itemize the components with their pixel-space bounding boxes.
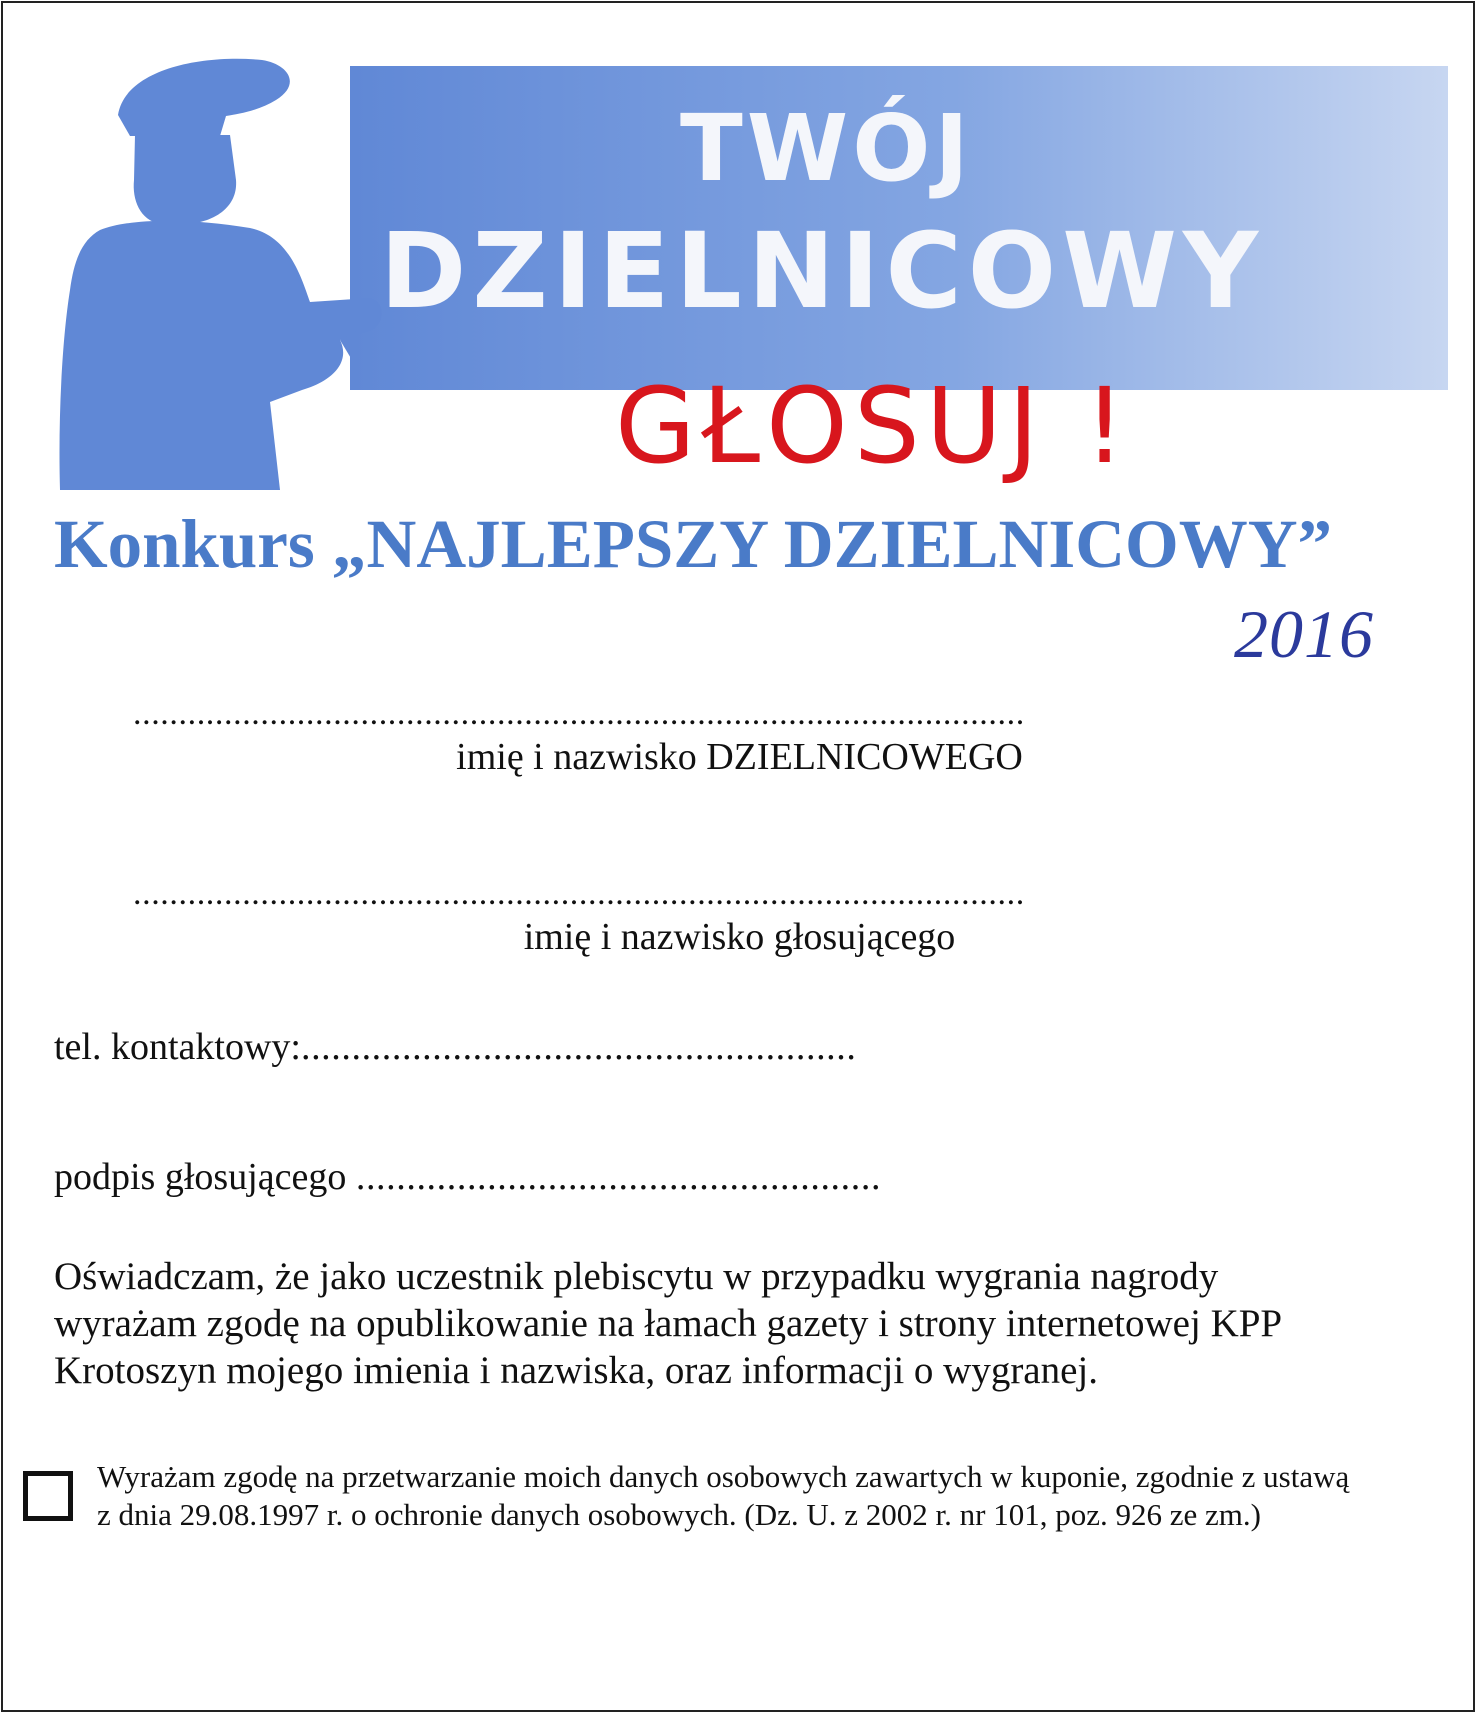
statement-line: Krotoszyn mojego imienia i nazwiska, oraz informacji o wygranej.: [54, 1349, 1099, 1392]
data-processing-consent: [97, 1458, 1457, 1534]
consent-statement: [54, 1253, 1444, 1394]
phone-label: tel. kontaktowy:: [54, 1026, 301, 1068]
consent-line: z dnia 29.08.1997 r. o ochronie danych osobowych. (Dz. U. z 2002 r. nr 101, poz. 926 ze zm.): [97, 1497, 1261, 1532]
consent-line: Wyrażam zgodę na przetwarzanie moich danych osobowych zawartych w kuponie, zgodnie z ustawą: [97, 1459, 1350, 1494]
voter-name-caption: imię i nazwisko głosującego: [523, 916, 956, 958]
statement-line: wyrażam zgodę na opublikowanie na łamach gazety i strony internetowej KPP: [54, 1302, 1283, 1345]
officer-name-field[interactable]: ..................................................................................................: [133, 703, 1025, 727]
officer-name-caption: imię i nazwisko DZIELNICOWEGO: [456, 736, 1023, 778]
signature-field[interactable]: ....................................................: [355, 1156, 882, 1198]
logo-word-dzielnicowy: DZIELNICOWY: [380, 210, 1265, 332]
logo: [40, 40, 1450, 490]
signature-row: [54, 1155, 881, 1199]
phone-field[interactable]: .......................................................: [300, 1026, 857, 1068]
signature-label: podpis głosującego: [54, 1156, 347, 1198]
phone-row: [54, 1025, 856, 1069]
contest-title: Konkurs „NAJLEPSZY DZIELNICOWY”: [54, 506, 1333, 582]
contest-year: 2016: [1234, 596, 1374, 672]
logo-word-twoj: TWÓJ: [680, 95, 973, 202]
statement-line: Oświadczam, że jako uczestnik plebiscytu w przypadku wygrania nagrody: [54, 1255, 1219, 1298]
voter-name-field[interactable]: ..................................................................................................: [133, 883, 1025, 907]
logo-vote-text: GŁOSUJ !: [615, 365, 1132, 487]
data-processing-checkbox[interactable]: [23, 1471, 73, 1521]
